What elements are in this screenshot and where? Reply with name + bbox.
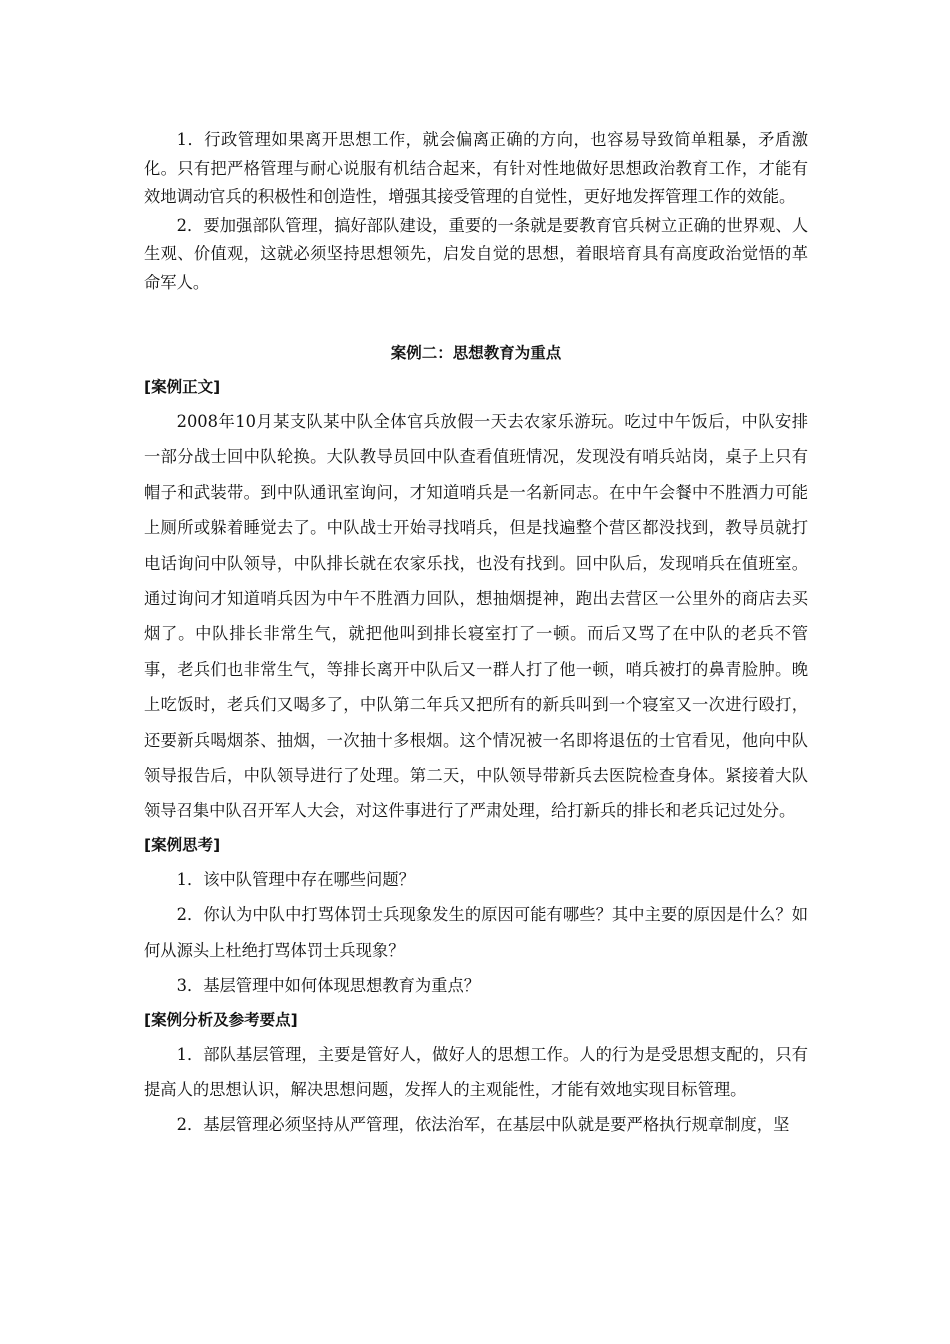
analysis-point-2: 2．基层管理必须坚持从严管理，依法治军，在基层中队就是要严格执行规章制度，坚 — [176, 1115, 790, 1135]
intro-point-2: 2．要加强部队管理，搞好部队建设，重要的一条就是要教育官兵树立正确的世界观、人生观、价值观，这就必须坚持思想领先，启发自觉的思想，着眼培育具有高度政治觉悟的革命军人。 — [144, 215, 808, 292]
case-text-body: 2008年10月某支队某中队全体官兵放假一天去农家乐游玩。吃过中午饭后，中队安排一部分战士回中队轮换。大队教导员回中队查看值班情况，发现没有哨兵站岗，桌子上只有帽子和武装带。到中队通讯室询问，才知道哨兵是一名新同志。在中午会餐中不胜酒力可能上厕所或躲着睡觉去了。中队战士开始寻找哨兵，但是找遍整个营区都没找到，教导员就打电话询问中队领导，中队排长就在农家乐找，也没有找到。回中队后，发现哨兵在值班室。通过询问才知道哨兵因为中午不胜酒力回队，想抽烟提神，跑出去营区一公里外的商店去买烟了。中队排长非常生气，就把他叫到排长寝室打了一顿。而后又骂了在中队的老兵不管事，老兵们也非常生气，等排长离开中队后又一群人打了他一顿，哨兵被打的鼻青脸肿。晚上吃饭时，老兵们又喝多了，中队第二年兵又把所有的新兵叫到一个寝室又一次进行殴打，还要新兵喝烟茶、抽烟，一次抽十多根烟。这个情况被一名即将退伍的士官看见，他向中队领导报告后，中队领导进行了处理。第二天，中队领导带新兵去医院检查身体。紧接着大队领导召集中队召开军人大会，对这件事进行了严肃处理，给打新兵的排长和老兵记过处分。 — [144, 412, 808, 821]
thinking-question-1: 1．该中队管理中存在哪些问题？ — [176, 869, 415, 889]
thinking-question-2: 2．你认为中队中打骂体罚士兵现象发生的原因可能有哪些？其中主要的原因是什么？如何从源头上杜绝打骂体罚士兵现象？ — [144, 905, 808, 960]
case-thinking-heading: [案例思考] — [144, 835, 221, 854]
case-text-heading: [案例正文] — [144, 378, 221, 396]
intro-point-1: 1．行政管理如果离开思想工作，就会偏离正确的方向，也容易导致简单粗暴，矛盾激化。只有把严格管理与耐心说服有机结合起来，有针对性地做好思想政治教育工作，才能有效地调动官兵的积极性和创造性，增强其接受管理的自觉性，更好地发挥管理工作的效能。 — [144, 130, 808, 206]
case-analysis-heading: [案例分析及参考要点] — [144, 1010, 298, 1029]
analysis-point-1: 1．部队基层管理，主要是管好人，做好人的思想工作。人的行为是受思想支配的，只有提高人的思想认识，解决思想问题，发挥人的主观能性，才能有效地实现目标管理。 — [144, 1044, 808, 1099]
case-title: 案例二：思想教育为重点 — [390, 344, 562, 362]
thinking-question-3: 3．基层管理中如何体现思想教育为重点？ — [176, 976, 481, 996]
document-page — [144, 0, 808, 1143]
